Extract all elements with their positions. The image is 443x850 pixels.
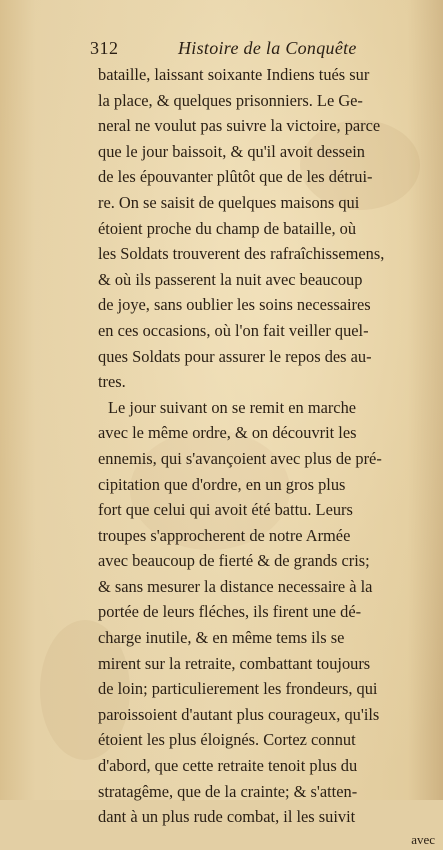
text-line: cipitation que d'ordre, en un gros plus	[98, 474, 346, 494]
running-title: Histoire de la Conquête	[178, 38, 357, 58]
text-line: neral ne voulut pas suivre la victoire, parce	[98, 116, 381, 136]
text-line: les Soldats trouverent des rafraîchissemens,	[98, 244, 385, 264]
text-line: que le jour baissoit, & qu'il avoit dessein	[98, 141, 365, 161]
text-line: de les épouvanter plûtôt que de les détrui-	[98, 167, 373, 187]
body-text	[98, 62, 443, 850]
text-line: avec le même ordre, & on découvrit les	[98, 423, 357, 443]
text-line: troupes s'approcherent de notre Armée	[98, 525, 351, 545]
text-line: bataille, laissant soixante Indiens tués sur	[98, 65, 370, 84]
text-line: étoient les plus éloignés. Cortez connut	[98, 730, 356, 750]
text-line: la place, & quelques prisonniers. Le Ge-	[98, 90, 363, 110]
text-line: & où ils passerent la nuit avec beaucoup	[98, 269, 363, 289]
text-line: en ces occasions, où l'on fait veiller quel-	[98, 320, 369, 340]
text-line: dant à un plus rude combat, il les suivit	[98, 807, 356, 827]
catchword: avec	[411, 831, 435, 847]
text-line: mirent sur la retraite, combattant toujours	[98, 653, 371, 673]
page-header	[90, 38, 420, 62]
text-line: stratagême, que de la crainte; & s'atten-	[98, 781, 358, 801]
text-line: re. On se saisit de quelques maisons qui	[98, 192, 360, 212]
text-line: paroissoient d'autant plus courageux, qu'ils	[98, 704, 380, 724]
text-line: charge inutile, & en même tems ils se	[98, 628, 345, 648]
text-line: étoient proche du champ de bataille, où	[98, 218, 357, 238]
text-line: fort que celui qui avoit été battu. Leurs	[98, 500, 353, 520]
text-line: ennemis, qui s'avançoient avec plus de pré-	[98, 448, 382, 468]
text-line: ques Soldats pour assurer le repos des au-	[98, 346, 372, 366]
text-line: de loin; particulierement les frondeurs, qui	[98, 679, 378, 699]
text-line: & sans mesurer la distance necessaire à la	[98, 576, 373, 596]
text-line: portée de leurs fléches, ils firent une dé-	[98, 602, 362, 622]
text-line: tres.	[98, 372, 126, 392]
text-line: d'abord, que cette retraite tenoit plus du	[98, 756, 358, 776]
text-line: de joye, sans oublier les soins necessaires	[98, 295, 371, 315]
text-line: Le jour suivant on se remit en marche	[108, 397, 357, 417]
text-line: avec beaucoup de fierté & de grands cris;	[98, 551, 370, 571]
page-number: 312	[90, 38, 119, 58]
